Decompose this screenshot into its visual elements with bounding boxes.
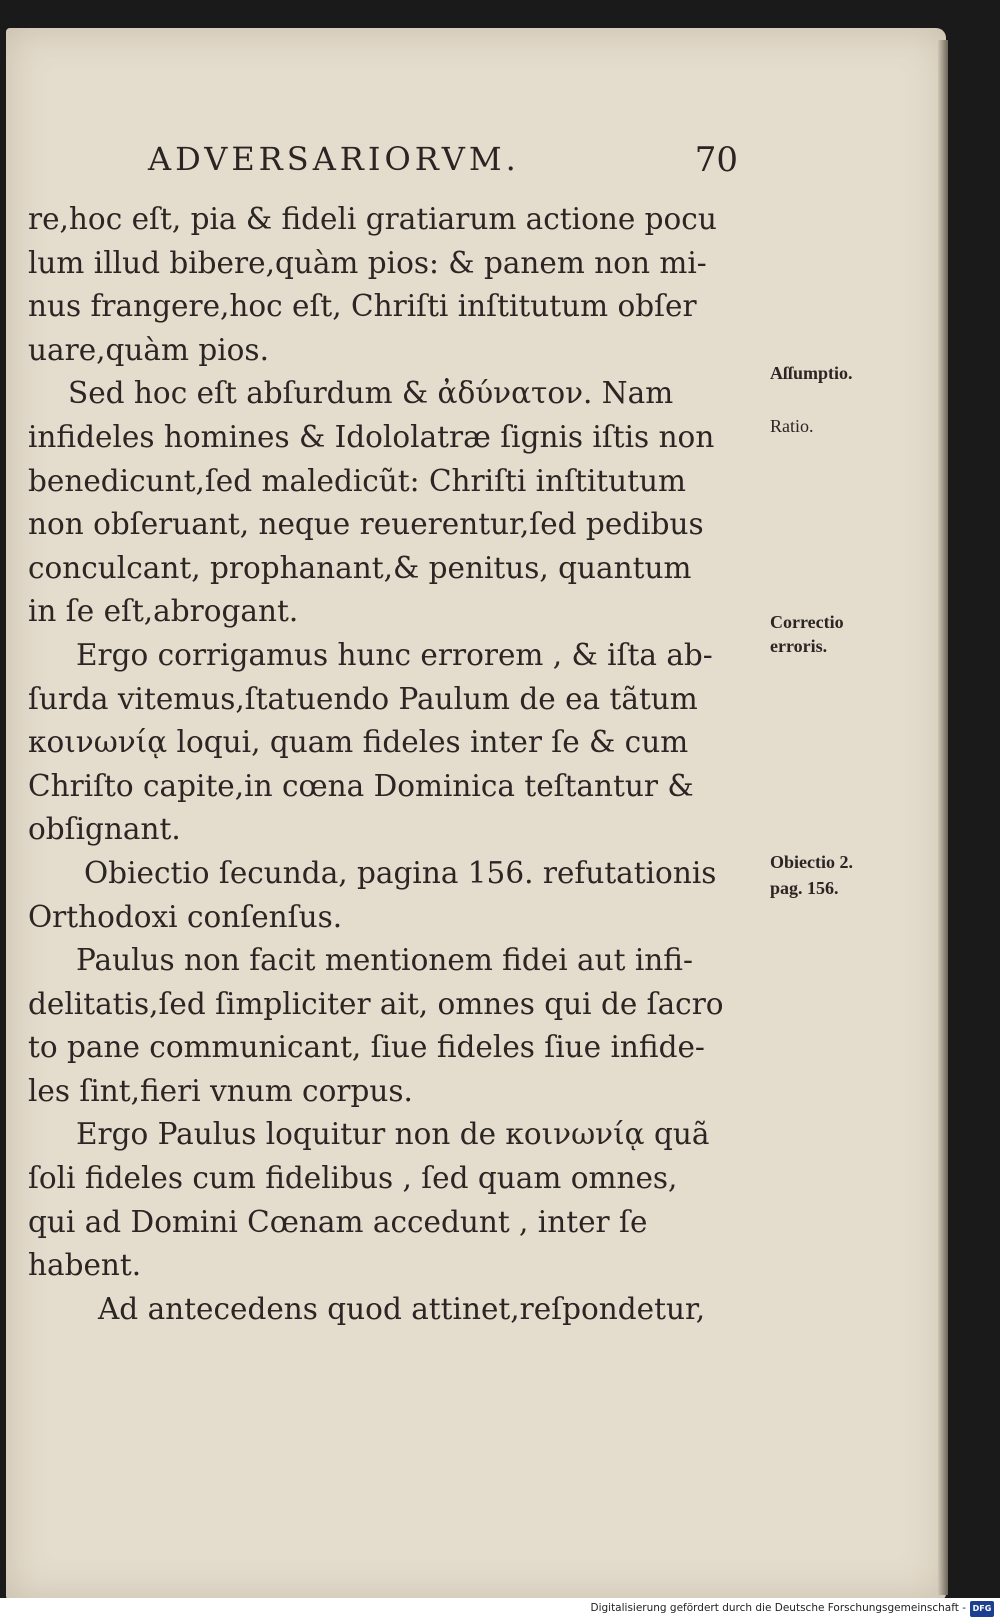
margin-note-ratio: Ratio. bbox=[770, 416, 814, 436]
footer-credit: Digitalisierung gefördert durch die Deutsche Forschungsgemeinschaft - bbox=[590, 1602, 966, 1614]
text-line: Ad antecedens quod attinet,reſpondetur, bbox=[98, 1291, 706, 1326]
text-line: to pane communicant, ſiue fideles ſiue infide- bbox=[28, 1030, 705, 1065]
page-header bbox=[148, 140, 738, 184]
margin-note-erroris: erroris. bbox=[770, 636, 828, 656]
page-edge bbox=[938, 40, 948, 1595]
text-line: non obſeruant, neque reuerentur,ſed pedibus bbox=[28, 507, 704, 542]
text-line: infideles homines & Idololatræ ſignis iſtis non bbox=[28, 419, 715, 454]
dfg-logo-icon: DFG bbox=[970, 1601, 994, 1617]
text-line: delitatis,ſed ſimpliciter ait, omnes qui de ſacro bbox=[28, 986, 724, 1021]
body-text bbox=[28, 198, 853, 1331]
margin-note-correctio: Correctio bbox=[770, 612, 844, 632]
text-line: Sed hoc eſt abſurdum & ἀδύνατον. Nam bbox=[68, 376, 674, 411]
text-line: re,hoc eſt, pia & fideli gratiarum actione pocu bbox=[28, 202, 717, 236]
text-line: conculcant, prophanant,& penitus, quantum bbox=[28, 550, 692, 585]
text-line: benedicunt,ſed maledicũt: Chriſti inſtitutum bbox=[28, 463, 686, 498]
text-line: Paulus non facit mentionem fidei aut infi- bbox=[76, 943, 693, 978]
text-line: Chriſto capite,in cœna Dominica teſtantur & bbox=[28, 768, 694, 803]
margin-note-obiectio: Obiectio 2. bbox=[770, 852, 853, 872]
text-line: habent. bbox=[28, 1248, 142, 1283]
text-line: ſurda vitemus,ſtatuendo Paulum de ea tãtum bbox=[28, 681, 698, 716]
text-line: lum illud bibere,quàm pios: & panem non mi- bbox=[28, 245, 707, 280]
margin-note-assumptio: Aſſumptio. bbox=[770, 363, 853, 383]
text-line: Ergo corrigamus hunc errorem , & iſta ab- bbox=[76, 637, 713, 672]
page-number: 70 bbox=[694, 140, 738, 180]
running-title: ADVERSARIORVM. bbox=[148, 140, 520, 178]
text-line: les ſint,fieri vnum corpus. bbox=[28, 1073, 413, 1108]
text-line: Obiectio ſecunda, pagina 156. refutationis bbox=[84, 855, 717, 890]
text-line: Ergo Paulus loquitur non de κοινωνίᾳ quã bbox=[76, 1117, 710, 1152]
text-line: uare,quàm pios. bbox=[28, 332, 269, 367]
margin-note-page-ref: pag. 156. bbox=[770, 878, 839, 898]
text-line: ſoli fideles cum fidelibus , ſed quam omnes, bbox=[28, 1161, 678, 1196]
digitization-footer bbox=[0, 1598, 1000, 1623]
text-line: obſignant. bbox=[28, 812, 181, 847]
text-line: nus frangere,hoc eſt, Chriſti inſtitutum obſer bbox=[28, 289, 697, 324]
text-line: in ſe eſt,abrogant. bbox=[28, 594, 299, 629]
text-line: κοινωνίᾳ loqui, quam fideles inter ſe & cum bbox=[28, 725, 689, 760]
text-line: Orthodoxi conſenſus. bbox=[28, 899, 343, 934]
text-line: qui ad Domini Cœnam accedunt , inter ſe bbox=[28, 1204, 648, 1239]
